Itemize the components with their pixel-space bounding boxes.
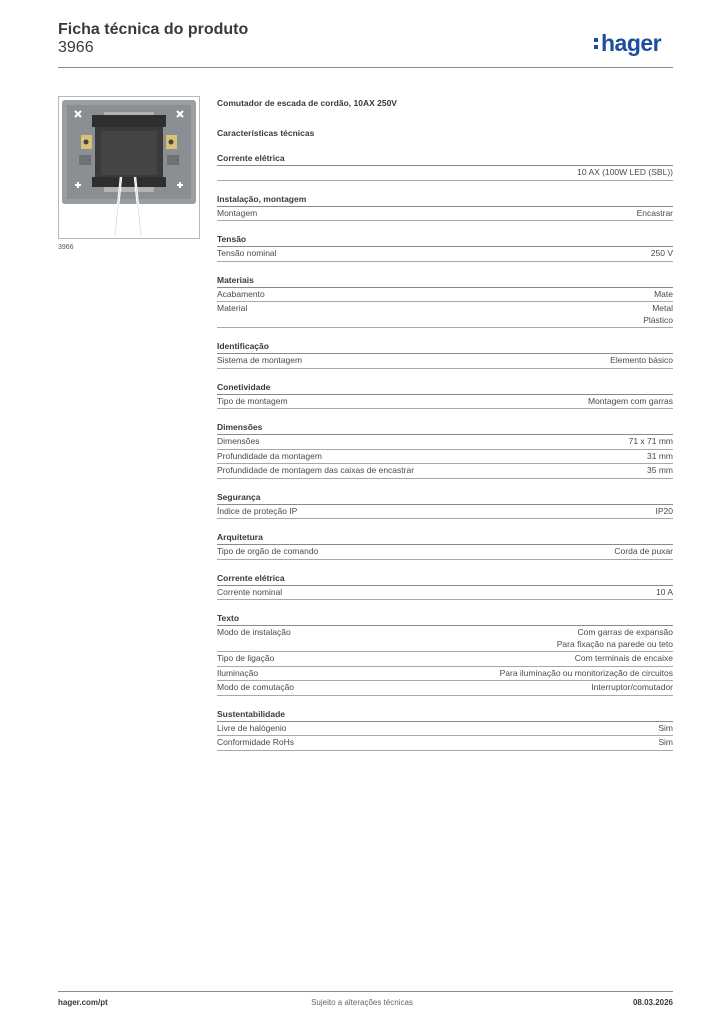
spec-label: Corrente nominal	[217, 586, 283, 597]
spec-value	[260, 436, 673, 448]
spec-section	[217, 421, 673, 479]
spec-label: Profundidade da montagem	[217, 450, 322, 461]
spec-content	[217, 96, 673, 751]
spec-value-line: Plástico	[643, 314, 673, 325]
spec-row	[217, 166, 673, 181]
spec-value	[258, 668, 673, 680]
page-title: Ficha técnica do produto	[58, 21, 249, 38]
section-title: Identificação	[217, 340, 673, 354]
logo-dots-icon	[594, 36, 598, 50]
hager-logo	[594, 30, 661, 57]
section-title: Dimensões	[217, 421, 673, 435]
spec-label: Tensão nominal	[217, 248, 277, 258]
image-caption: 3966	[58, 244, 74, 251]
header-divider	[58, 67, 673, 68]
spec-section	[217, 274, 673, 329]
spec-section	[217, 572, 673, 601]
spec-value-line: 71 x 71 mm	[628, 436, 673, 446]
section-title: Corrente elétrica	[217, 572, 673, 586]
spec-row	[217, 207, 673, 222]
spec-label: Tipo de orgão de comando	[217, 546, 319, 556]
spec-value-line: Com garras de expansão	[577, 627, 673, 637]
spec-label: Livre de halógenio	[217, 722, 287, 733]
spec-value-line: Sim	[658, 722, 673, 733]
spec-label: Conformidade RoHs	[217, 737, 295, 747]
spec-value-line: 31 mm	[647, 450, 673, 461]
spec-value	[247, 303, 673, 326]
spec-value	[265, 289, 673, 301]
section-title: Sustentabilidade	[217, 708, 673, 722]
spec-section	[217, 340, 673, 369]
tech-heading: Características técnicas	[217, 128, 315, 138]
product-code: 3966	[58, 39, 94, 56]
spec-section	[217, 491, 673, 520]
spec-row	[217, 354, 673, 369]
spec-label: Índice de proteção IP	[217, 505, 298, 516]
spec-section	[217, 531, 673, 560]
spec-value	[318, 546, 673, 558]
footer-divider	[58, 991, 673, 992]
spec-row	[217, 586, 673, 601]
spec-row	[217, 464, 673, 479]
spec-value-line: Sim	[658, 737, 673, 747]
spec-section	[217, 708, 673, 751]
footer-date: 08.03.2026	[632, 998, 673, 1007]
spec-section	[217, 612, 673, 696]
spec-value	[414, 465, 673, 477]
spec-label: Sistema de montagem	[217, 355, 303, 365]
spec-value-line: Montagem com garras	[587, 395, 673, 406]
footer-note: Sujeito a alterações técnicas	[311, 998, 413, 1007]
spec-label: Iluminação	[217, 667, 259, 678]
spec-value-line: Elemento básico	[610, 355, 673, 365]
spec-value	[322, 451, 673, 463]
spec-row	[217, 626, 673, 652]
switch-mechanism-illustration	[59, 97, 199, 238]
spec-row	[217, 667, 673, 682]
spec-sections	[217, 152, 673, 751]
product-image	[58, 96, 200, 239]
spec-row	[217, 395, 673, 410]
spec-value	[294, 682, 673, 694]
spec-value	[277, 248, 673, 260]
spec-row	[217, 435, 673, 450]
spec-row	[217, 302, 673, 328]
spec-label: Montagem	[217, 207, 258, 218]
product-name: Comutador de escada de cordão, 10AX 250V	[217, 98, 397, 108]
spec-value	[217, 167, 673, 179]
spec-label: Material	[217, 303, 248, 313]
spec-row	[217, 681, 673, 696]
section-title: Tensão	[217, 233, 673, 247]
spec-value	[288, 396, 673, 408]
spec-value-line: 10 AX (100W LED (SBL))	[577, 167, 673, 177]
spec-row	[217, 736, 673, 751]
section-title: Segurança	[217, 491, 673, 505]
spec-value	[286, 723, 673, 735]
spec-value-line: Metal	[652, 303, 673, 313]
spec-label: Profundidade de montagem das caixas de encastrar	[217, 465, 415, 475]
spec-section	[217, 152, 673, 181]
section-title: Corrente elétrica	[217, 152, 673, 166]
spec-row	[217, 288, 673, 303]
spec-value	[282, 587, 673, 599]
spec-value	[274, 653, 673, 665]
spec-value-line: Com terminais de encaixe	[574, 653, 673, 663]
spec-value	[302, 355, 673, 367]
spec-label: Dimensões	[217, 436, 260, 446]
spec-value-line: 250 V	[650, 248, 673, 258]
spec-value-line: Para fixação na parede ou teto	[556, 638, 673, 649]
spec-section	[217, 381, 673, 410]
spec-row	[217, 450, 673, 465]
spec-label: Modo de instalação	[217, 627, 291, 637]
section-title: Conetividade	[217, 381, 673, 395]
spec-row	[217, 545, 673, 560]
spec-section	[217, 193, 673, 222]
spec-value-line: Encastrar	[636, 207, 673, 218]
spec-value	[291, 627, 673, 650]
spec-value	[294, 737, 673, 749]
section-title: Texto	[217, 612, 673, 626]
spec-label: Modo de comutação	[217, 682, 295, 692]
spec-section	[217, 233, 673, 262]
spec-row	[217, 505, 673, 520]
spec-value-line: Corda de puxar	[614, 546, 673, 556]
spec-value-line: Mate	[654, 288, 673, 299]
logo-text: hager	[601, 30, 662, 56]
section-title: Arquitetura	[217, 531, 673, 545]
spec-value-line: Para iluminação ou monitorização de circuitos	[499, 667, 673, 678]
spec-value-line: 10 A	[655, 586, 673, 597]
spec-row	[217, 247, 673, 262]
spec-value-line: IP20	[655, 505, 673, 516]
spec-value-line: Interruptor/comutador	[591, 682, 673, 692]
footer-website[interactable]: hager.com/pt	[58, 998, 108, 1007]
spec-value-line: 35 mm	[647, 465, 673, 475]
spec-value	[297, 506, 673, 518]
spec-row	[217, 722, 673, 737]
spec-label: Acabamento	[217, 288, 265, 299]
spec-value	[257, 208, 673, 220]
section-title: Instalação, montagem	[217, 193, 673, 207]
spec-label: Tipo de ligação	[217, 653, 275, 663]
spec-label: Tipo de montagem	[217, 395, 288, 406]
spec-row	[217, 652, 673, 667]
section-title: Materiais	[217, 274, 673, 288]
